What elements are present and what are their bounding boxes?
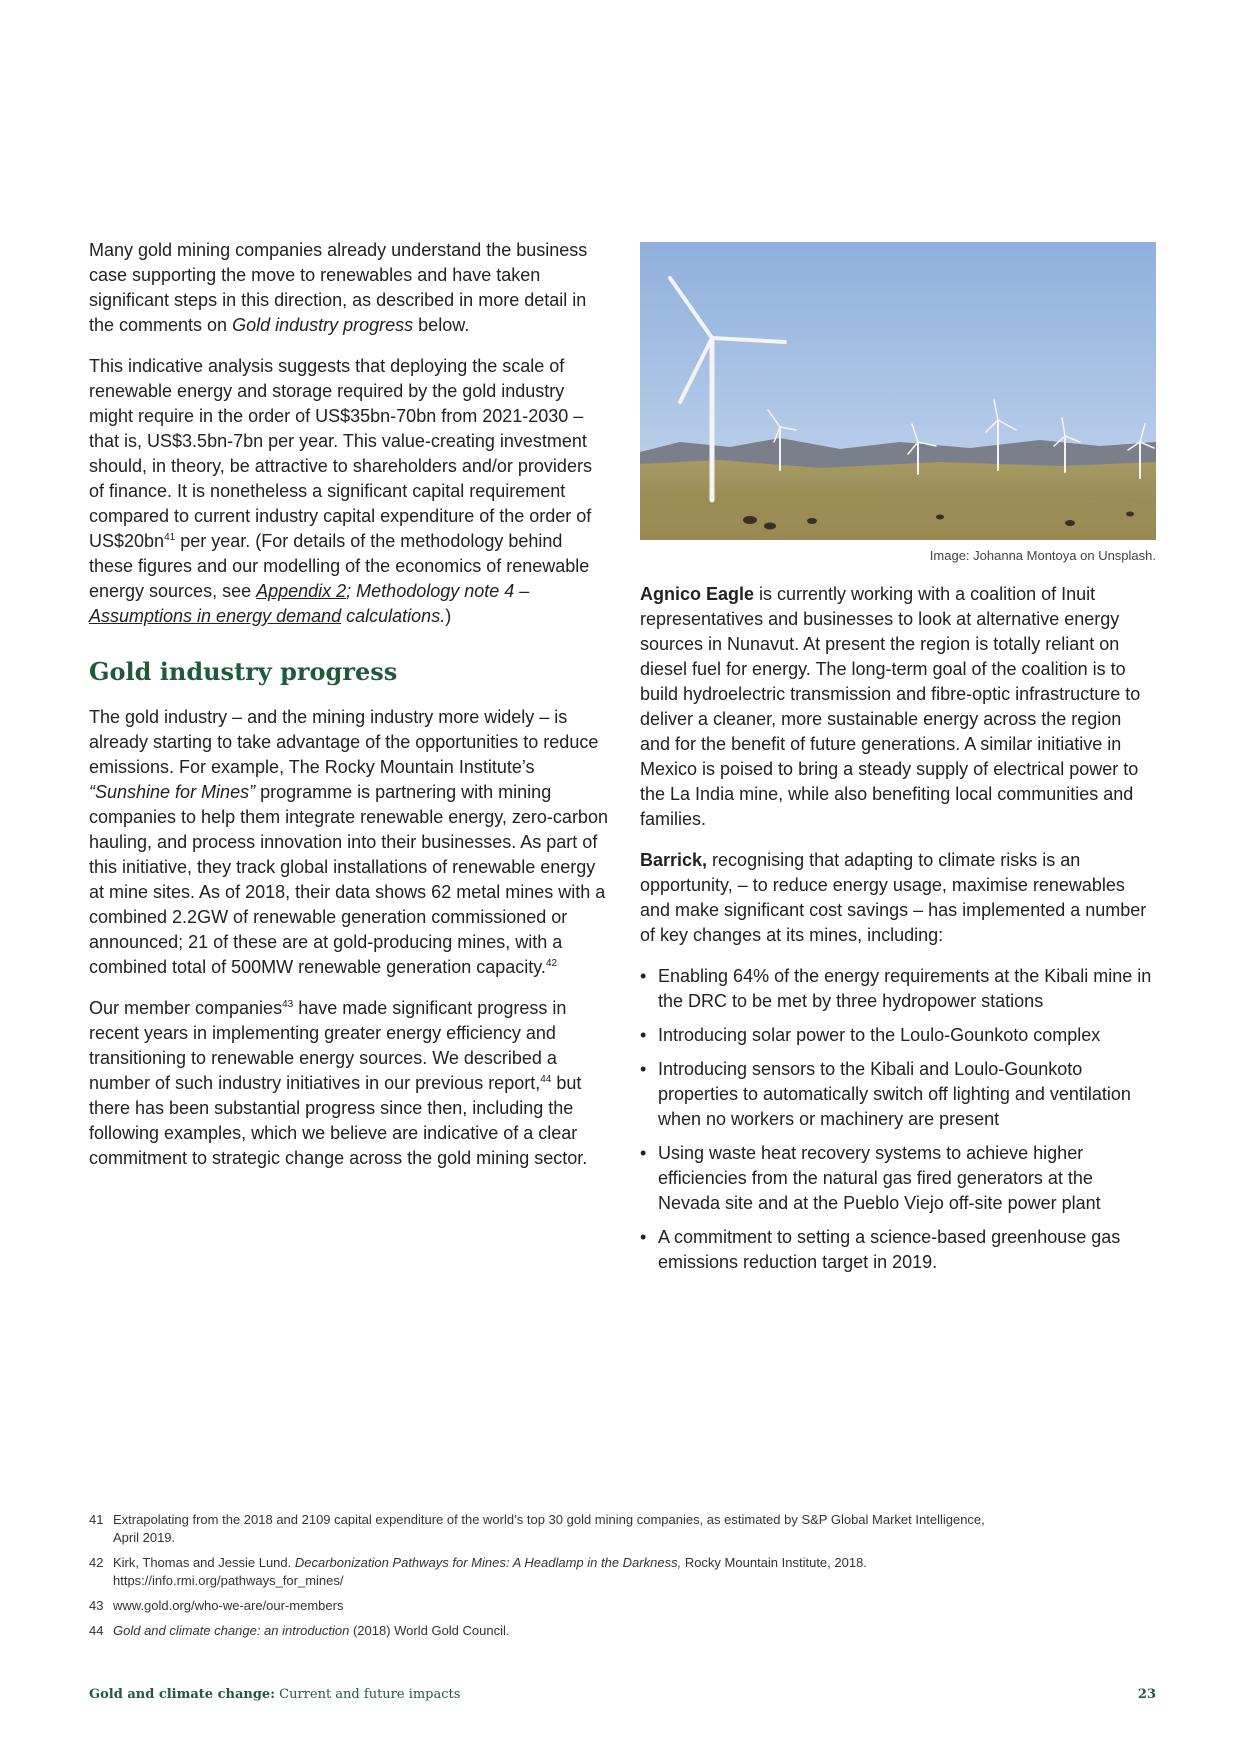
footnote-43: 43 www.gold.org/who-we-are/our-members: [89, 1598, 344, 1613]
list-item: • Introducing sensors to the Kibali and Loulo-Gounkoto properties to automatically switch off lighting and ventilation when no workers or machinery are present: [640, 1057, 1156, 1132]
intro-paragraph: Many gold mining companies already understand the business case supporting the move to renewables and have taken significant steps in this direction, as described in more detail in the comments on Gold industry progress below.: [89, 240, 588, 335]
footnote-44: 44 Gold and climate change: an introduction (2018) World Gold Council.: [89, 1623, 510, 1638]
footnote-42: 42 Kirk, Thomas and Jessie Lund. Decarbonization Pathways for Mines: A Headlamp in the Darkness, Rocky Mountain Institute, 2018. https://info.rmi.org/pathways_for_mines/: [89, 1555, 867, 1588]
list-item: • A commitment to setting a science-based greenhouse gas emissions reduction target in 2019.: [640, 1225, 1156, 1275]
footnote-link[interactable]: www.gold.org/who-we-are/our-members: [113, 1598, 344, 1613]
barrick-paragraph: Barrick, recognising that adapting to climate risks is an opportunity, – to reduce energy usage, maximise renewables and make significant cost savings – has implemented a number of key changes at its mines, including:: [640, 850, 1147, 945]
industry-paragraph: The gold industry – and the mining industry more widely – is already starting to take advantage of the opportunities to reduce emissions. For example, The Rocky Mountain Institute’s “Sunshine for Mines” programme is partnering with mining companies to help them integrate renewable energy, zero-carbon hauling, and process innovation into their businesses. As part of this initiative, they track global installations of renewable energy at mine sites. As of 2018, their data shows 62 metal mines with a combined 2.2GW of renewable generation commissioned or announced; 21 of these are at gold-producing mines, with a combined total of 500MW renewable generation capacity.$^{42}$: [89, 707, 608, 977]
list-item: • Using waste heat recovery systems to achieve higher efficiencies from the natural gas fired generators at the Nevada site and at the Pueblo Viejo off-site power plant: [640, 1141, 1156, 1216]
analysis-paragraph: This indicative analysis suggests that deploying the scale of renewable energy and storage required by the gold industry might require in the order of US$35bn-70bn from 2021-2030 – that is, US$3.5bn-7bn per year. This value-creating investment should, in theory, be attractive to shareholders and/or providers of finance. It is nonetheless a significant capital requirement compared to current industry capital expenditure of the order of $US\$20bn^{41}$ per year. (For details of the methodology behind these figures and our modelling of the economics of renewable energy sources, see Appendix 2; Methodology note 4 – Assumptions in energy demand calculations.): [89, 356, 592, 626]
left-column: [89, 238, 609, 1187]
right-column: [640, 242, 1156, 1284]
list-item: • Enabling 64% of the energy requirements at the Kibali mine in the DRC to be met by three hydropower stations: [640, 964, 1156, 1014]
page-footer: [89, 1687, 1156, 1702]
wind-turbines-photo: [640, 242, 1156, 540]
page-number: 23: [1137, 1687, 1156, 1702]
footer-title: Gold and climate change: Current and future impacts: [89, 1687, 461, 1702]
section-heading: Gold industry progress: [89, 657, 398, 686]
barrick-changes-list: [640, 964, 1156, 1275]
footnote-41: 41 Extrapolating from the 2018 and 2109 capital expenditure of the world’s top 30 gold mining companies, as estimated by S&P Global Market Intelligence, April 2019.: [89, 1512, 985, 1545]
agnico-eagle-paragraph: Agnico Eagle is currently working with a coalition of Inuit representatives and businesses to look at alternative energy sources in Nunavut. At present the region is totally reliant on diesel fuel for energy. The long-term goal of the coalition is to build hydroelectric transmission and fibre-optic infrastructure to deliver a cleaner, more sustainable energy across the region and for the benefit of future generations. A similar initiative in Mexico is poised to bring a steady supply of electrical power to the La India mine, while also benefiting local communities and families.: [640, 584, 1141, 829]
methodology-link[interactable]: Assumptions in energy demand: [89, 606, 342, 626]
list-item: • Introducing solar power to the Loulo-Gounkoto complex: [640, 1023, 1156, 1048]
appendix-link[interactable]: Appendix 2: [256, 581, 347, 601]
member-companies-paragraph: Our member companies$^{43}$ have made significant progress in recent years in implementing greater energy efficiency and transitioning to renewable energy sources. We described a number of such industry initiatives in our previous report,$^{44}$ but there has been substantial progress since then, including the following examples, which we believe are indicative of a clear commitment to strategic change across the gold mining sector.: [89, 998, 588, 1168]
image-caption: Image: Johanna Montoya on Unsplash.: [929, 548, 1156, 563]
footnotes: [89, 1511, 989, 1647]
